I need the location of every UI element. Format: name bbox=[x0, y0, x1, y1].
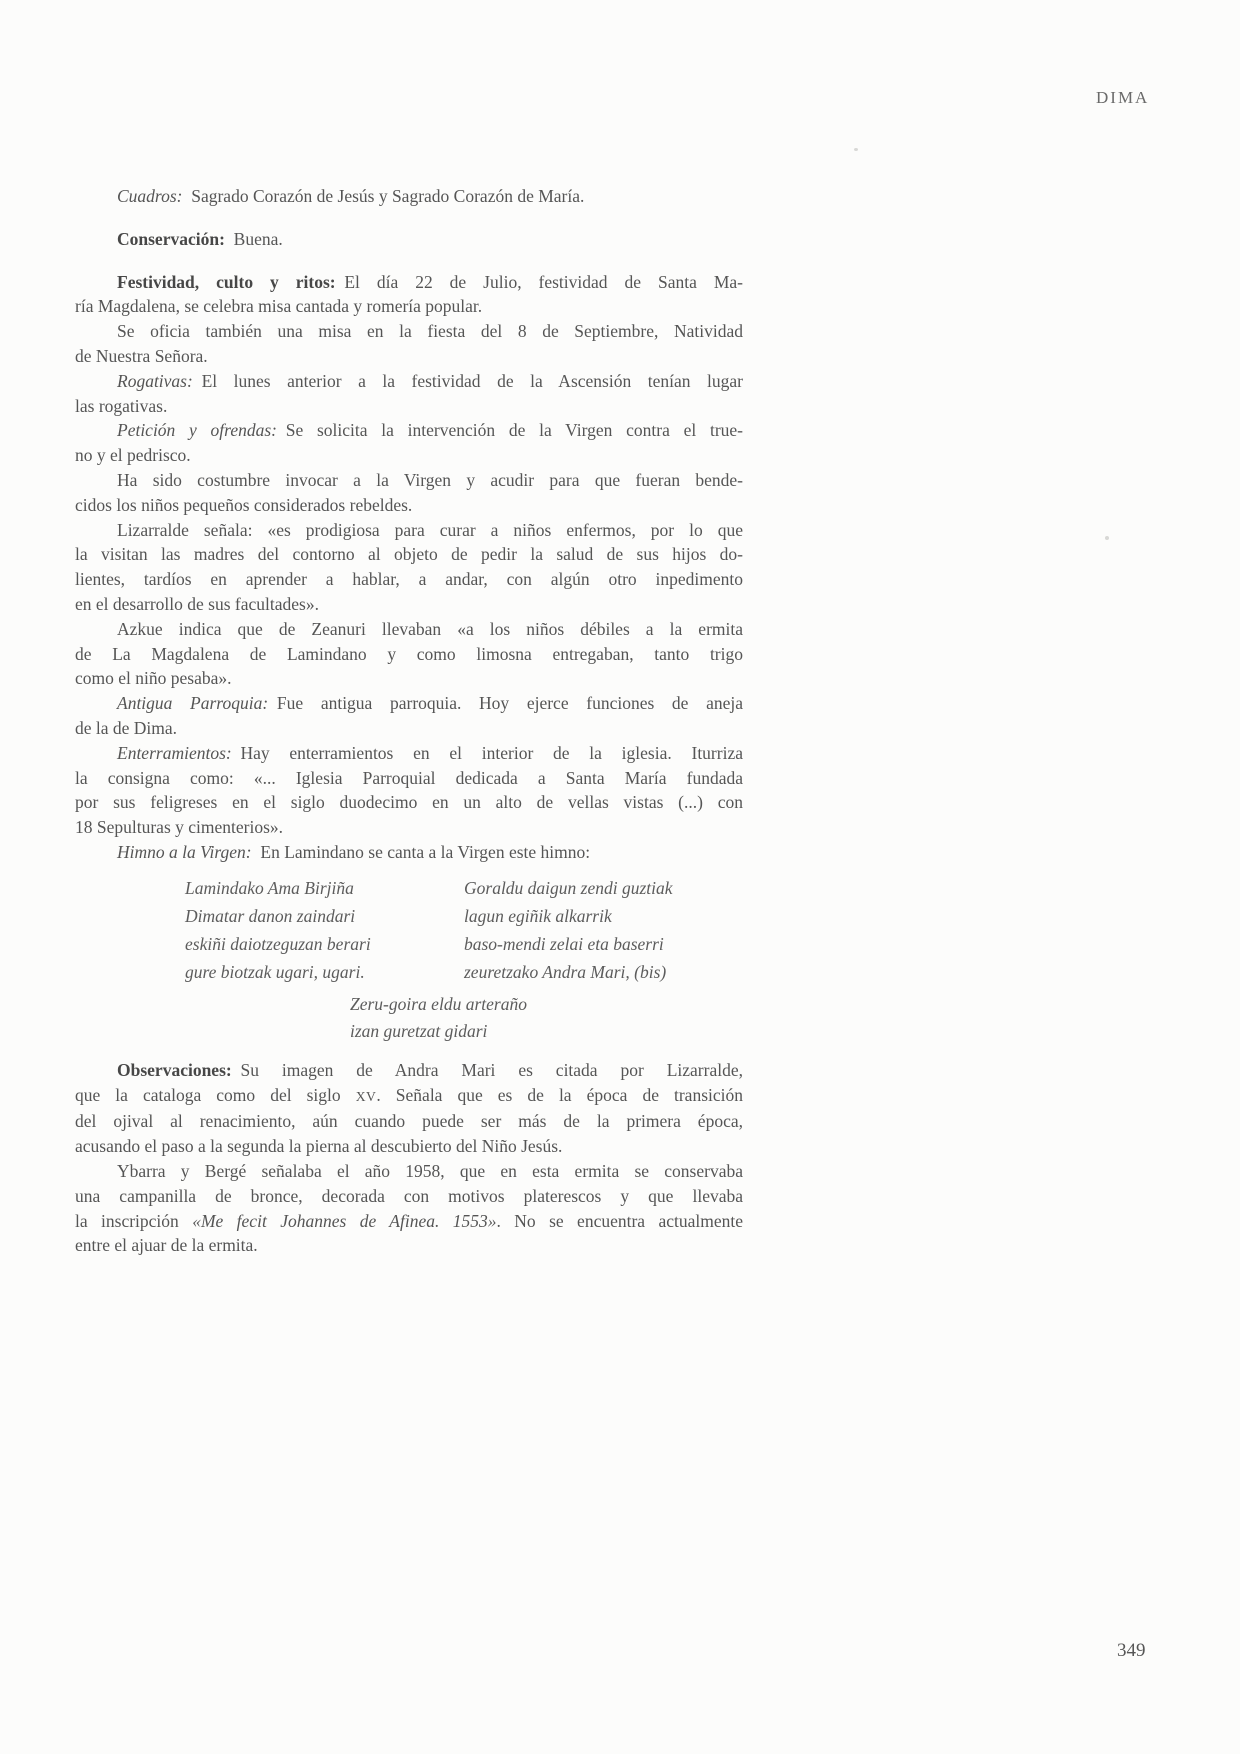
scan-speck bbox=[1105, 536, 1109, 540]
paragraph-lizarralde bbox=[75, 518, 743, 617]
text-segment: Hay enterramientos en el interior de la iglesia. Iturriza bbox=[240, 742, 743, 763]
text-segment: XV bbox=[355, 1088, 377, 1104]
text-line bbox=[75, 418, 743, 443]
text-line bbox=[75, 567, 743, 592]
text-segment: la inscripción bbox=[75, 1210, 193, 1231]
text-line bbox=[75, 270, 743, 295]
text-segment: Petición y ofrendas: bbox=[117, 420, 277, 441]
text-segment: cidos los niños pequeños considerados rebeldes. bbox=[75, 494, 413, 515]
text-segment: Antigua Parroquia: bbox=[117, 693, 269, 714]
text-line bbox=[75, 1109, 743, 1134]
text-segment: Su imagen de Andra Mari es citada por Lizarralde, bbox=[240, 1059, 743, 1080]
text-segment: El día 22 de Julio, festividad de Santa Ma- bbox=[344, 271, 743, 292]
verse-line: gure biotzak ugari, ugari. bbox=[185, 961, 365, 982]
paragraph-costumbre bbox=[75, 468, 743, 518]
text-line bbox=[75, 394, 743, 419]
text-line bbox=[75, 1233, 743, 1258]
text-block bbox=[75, 184, 743, 1258]
verse-line: Lamindako Ama Birjiña bbox=[185, 877, 354, 898]
text-segment: Observaciones: bbox=[117, 1059, 232, 1080]
text-segment: El lunes anterior a la festividad de la Ascensión tenían lugar bbox=[201, 370, 743, 391]
text-line bbox=[75, 815, 743, 840]
hymn-verse bbox=[75, 874, 743, 1045]
paragraph-observaciones bbox=[75, 1058, 743, 1159]
paragraph-enterramientos bbox=[75, 741, 743, 840]
paragraph-himno bbox=[75, 840, 743, 865]
text-line bbox=[75, 468, 743, 493]
verse-line: Dimatar danon zaindari bbox=[185, 905, 356, 926]
running-header: DIMA bbox=[1096, 88, 1150, 107]
text-segment: como el niño pesaba». bbox=[75, 668, 232, 689]
text-segment: Enterramientos: bbox=[117, 742, 232, 763]
text-line bbox=[75, 592, 743, 617]
text-segment: . Señala que es de la época de transición bbox=[376, 1084, 744, 1105]
text-line bbox=[75, 319, 743, 344]
verse-coda bbox=[350, 991, 743, 1045]
text-segment: de la de Dima. bbox=[75, 717, 178, 738]
verse-column-right bbox=[464, 874, 673, 986]
text-segment: del ojival al renacimiento, aún cuando puede ser más de la primera época, bbox=[75, 1111, 743, 1132]
text-line bbox=[75, 1159, 743, 1184]
paragraph-festividad bbox=[75, 270, 743, 320]
paragraph-peticion-ofrendas bbox=[75, 418, 743, 468]
text-segment: Lizarralde señala: «es prodigiosa para curar a niños enfermos, por lo que bbox=[117, 519, 743, 540]
page-number: 349 bbox=[1117, 1640, 1146, 1661]
text-line bbox=[75, 617, 743, 642]
text-segment: . No se encuentra actualmente bbox=[496, 1210, 743, 1231]
text-segment: lientes, tardíos en aprender a hablar, a andar, con algún otro inpedimento bbox=[75, 569, 743, 590]
text-segment: de Nuestra Señora. bbox=[75, 345, 208, 366]
verse-line: izan guretzat gidari bbox=[350, 1020, 488, 1041]
text-line bbox=[75, 1184, 743, 1209]
paragraph-ybarra bbox=[75, 1159, 743, 1258]
text-segment: entre el ajuar de la ermita. bbox=[75, 1235, 258, 1256]
text-segment: Festividad, culto y ritos: bbox=[117, 271, 336, 292]
text-line bbox=[75, 1134, 743, 1159]
paragraph-antigua-parroquia bbox=[75, 691, 743, 741]
text-line bbox=[75, 642, 743, 667]
text-line bbox=[75, 184, 743, 209]
verse-line: zeuretzako Andra Mari, (bis) bbox=[464, 961, 667, 982]
text-line bbox=[75, 790, 743, 815]
text-line bbox=[75, 840, 743, 865]
text-line bbox=[75, 1058, 743, 1083]
text-segment: Rogativas: bbox=[117, 370, 193, 391]
text-segment: En Lamindano se canta a la Virgen este himno: bbox=[260, 841, 591, 862]
text-line bbox=[75, 294, 743, 319]
text-segment: no y el pedrisco. bbox=[75, 445, 191, 466]
text-line bbox=[75, 493, 743, 518]
text-segment: Azkue indica que de Zeanuri llevaban «a los niños débiles a la ermita bbox=[117, 618, 743, 639]
paragraph-azkue bbox=[75, 617, 743, 691]
verse-line: Goraldu daigun zendi guztiak bbox=[464, 877, 673, 898]
text-segment: en el desarrollo de sus facultades». bbox=[75, 593, 319, 614]
verse-line: lagun egiñik alkarrik bbox=[464, 905, 612, 926]
text-segment: Buena. bbox=[233, 228, 283, 249]
verse-line: Zeru-goira eldu arteraño bbox=[350, 993, 527, 1014]
text-segment: Ybarra y Bergé señalaba el año 1958, que en esta ermita se conservaba bbox=[117, 1160, 743, 1181]
text-segment: Sagrado Corazón de Jesús y Sagrado Corazón de María. bbox=[191, 186, 585, 206]
text-segment: la consigna como: «... Iglesia Parroquial dedicada a Santa María fundada bbox=[75, 767, 743, 788]
paragraph-conservacion bbox=[75, 227, 743, 252]
text-segment: acusando el paso a la segunda la pierna al descubierto del Niño Jesús. bbox=[75, 1136, 563, 1157]
text-segment: 18 Sepulturas y cimenterios». bbox=[75, 817, 284, 838]
text-line bbox=[75, 227, 743, 252]
text-line bbox=[75, 542, 743, 567]
paragraph-cuadros bbox=[75, 184, 743, 209]
verse-line: eskiñi daiotzeguzan berari bbox=[185, 933, 371, 954]
verse-line: baso-mendi zelai eta baserri bbox=[464, 933, 664, 954]
text-segment: las rogativas. bbox=[75, 395, 168, 416]
text-line bbox=[75, 518, 743, 543]
text-line bbox=[75, 344, 743, 369]
paragraph-misa-septiembre bbox=[75, 319, 743, 369]
text-line bbox=[75, 1209, 743, 1234]
text-segment: Himno a la Virgen: bbox=[117, 841, 252, 862]
text-segment: Ha sido costumbre invocar a la Virgen y acudir para que fueran bende- bbox=[117, 469, 743, 490]
text-line bbox=[75, 716, 743, 741]
text-segment: Se solicita la intervención de la Virgen contra el true- bbox=[285, 420, 743, 441]
text-segment: Fue antigua parroquia. Hoy ejerce funciones de aneja bbox=[276, 693, 743, 714]
text-line bbox=[75, 741, 743, 766]
text-segment: Conservación: bbox=[117, 228, 225, 249]
text-segment: Se oficia también una misa en la fiesta del 8 de Septiembre, Natividad bbox=[117, 321, 743, 342]
text-segment: «Me fecit Johannes de Afinea. 1553» bbox=[192, 1210, 497, 1231]
text-segment: Cuadros: bbox=[117, 186, 183, 206]
text-segment: la visitan las madres del contorno al objeto de pedir la salud de sus hijos do- bbox=[75, 544, 743, 565]
text-segment: una campanilla de bronce, decorada con motivos platerescos y que llevaba bbox=[75, 1185, 743, 1206]
text-line bbox=[75, 691, 743, 716]
text-segment: ría Magdalena, se celebra misa cantada y romería popular. bbox=[75, 296, 483, 317]
text-segment: de La Magdalena de Lamindano y como limosna entregaban, tanto trigo bbox=[75, 643, 743, 664]
scan-speck bbox=[854, 148, 858, 151]
text-segment: por sus feligreses en el siglo duodecimo en un alto de vellas vistas (...) con bbox=[75, 792, 743, 813]
paragraph-rogativas bbox=[75, 369, 743, 419]
text-line bbox=[75, 369, 743, 394]
text-line bbox=[75, 443, 743, 468]
text-line bbox=[75, 1083, 743, 1110]
text-segment: que la cataloga como del siglo bbox=[75, 1084, 356, 1105]
text-line bbox=[75, 666, 743, 691]
text-line bbox=[75, 766, 743, 791]
